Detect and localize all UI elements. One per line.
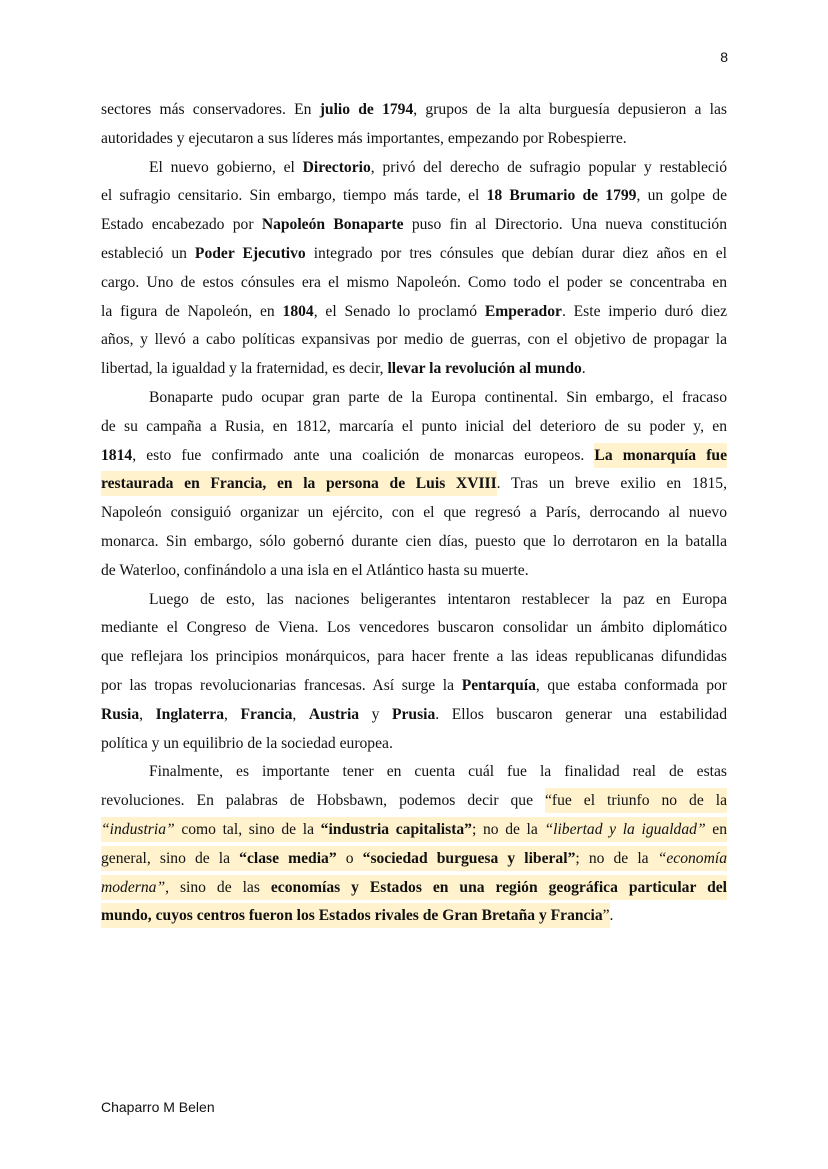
highlighted-text: en [706,817,727,842]
text-run: años, y llevó a cabo políticas expansivas por medio de guerras, con el objetivo de propagar la [101,331,727,349]
text-run: Bonaparte pudo ocupar gran parte de la Europa continental. Sin embargo, el fracaso [149,388,727,406]
paragraph [101,96,727,154]
text-run: , grupos de la alta burguesía depusieron a las [413,101,727,118]
text-line [101,240,727,269]
highlighted-text: ” [603,903,610,928]
text-run: . Este imperio duró diez [561,302,727,320]
highlighted-text: ; no de la [575,846,657,871]
text-line [101,355,727,384]
page-number: 8 [720,49,728,65]
text-line [101,442,727,471]
bold-text: julio de 1794 [319,101,414,118]
text-line [101,672,727,701]
text-run: Napoleón consiguió organizar un ejército, con el que regresó a París, derrocando al nuevo [101,504,727,522]
text-run: Luego de esto, las naciones beligerantes intentaron restablecer la paz en Europa [149,590,727,608]
highlighted-text: “libertad y la igualdad” [544,817,705,842]
highlighted-text: restaurada en Francia, en la persona de Luis XVIII [101,471,497,496]
highlighted-text: general, sino de la [101,846,239,871]
highlighted-text: “economía [658,846,727,871]
text-run: que reflejara los principios monárquicos, para hacer frente a las ideas republicanas difundidas [101,648,727,666]
page-footer: Chaparro M Belen [101,1099,215,1115]
bold-text: Napoleón Bonaparte [261,216,404,234]
highlighted-text: como tal, sino de la [175,817,321,842]
bold-text: Pentarquía [461,676,536,694]
bold-text: 1804 [282,302,314,320]
paragraph [101,384,727,586]
text-line [101,758,727,787]
text-line [101,730,727,759]
bold-text: Rusia [101,705,140,723]
text-line [101,845,727,874]
text-line [101,470,727,499]
text-run: , esto fue confirmado ante una coalición de monarcas europeos. [132,446,595,464]
bold-text: 18 Brumario de 1799 [486,187,637,205]
highlighted-text: economías y Estados en una región geográfica particular del [271,875,727,900]
text-run: por las tropas revolucionarias francesas. Así surge la [101,676,462,694]
bold-text: Prusia [391,705,436,723]
highlighted-text: o [337,846,363,871]
text-run: , privó del derecho de sufragio popular y restableció [370,158,727,176]
highlighted-text: moderna” [101,875,165,900]
text-line [101,384,727,413]
text-line [101,182,727,211]
text-line [101,557,727,586]
text-line [101,787,727,816]
text-line [101,701,727,730]
bold-text: Austria [308,705,360,723]
paragraph [101,758,727,931]
text-run: cargo. Uno de estos cónsules era el mismo Napoleón. Como todo el poder se concentraba en [101,273,727,291]
text-line [101,643,727,672]
text-line [101,269,727,298]
text-run: mediante el Congreso de Viena. Los vencedores buscaron consolidar un ámbito diplomático [101,619,727,637]
text-line [101,125,727,154]
text-run: , que estaba conformada por [535,676,727,694]
text-run: libertad, la igualdad y la fraternidad, es decir, [101,360,388,378]
text-run: autoridades y ejecutaron a sus líderes más importantes, empezando por Robespierre. [101,129,627,147]
text-run: , [139,705,156,723]
text-run: integrado por tres cónsules que debían durar diez años en el [305,244,727,262]
text-line [101,528,727,557]
text-run: estableció un [101,244,195,262]
highlighted-text: “fue el triunfo no de la [545,788,727,813]
paragraph [101,586,727,759]
highlighted-text: ; no de la [472,817,544,842]
text-run: , un golpe de [636,187,727,205]
bold-text: Directorio [302,158,371,176]
text-run: el sufragio censitario. Sin embargo, tiempo más tarde, el [101,187,487,205]
bold-text: 1814 [101,446,133,464]
text-run: , [224,705,241,723]
bold-text: Inglaterra [155,705,224,723]
text-run: de su campaña a Rusia, en 1812, marcaría el punto inicial del deterioro de su poder y, en [101,417,727,435]
text-line [101,816,727,845]
highlighted-text: “clase media” [239,846,336,871]
text-line [101,586,727,615]
document-body [101,96,727,931]
text-run: . Tras un breve exilio en 1815, [496,475,727,493]
text-run: , [292,705,309,723]
text-run: la figura de Napoleón, en [101,302,283,320]
text-run: El nuevo gobierno, el [149,158,303,176]
text-run: Finalmente, es importante tener en cuenta cuál fue la finalidad real de estas [149,763,727,781]
text-run: . [609,907,614,925]
text-run: y [359,705,392,723]
text-run: Estado encabezado por [101,216,262,234]
highlighted-text: “sociedad burguesa y liberal” [363,846,576,871]
text-line [101,298,727,327]
text-line [101,614,727,643]
text-run: monarca. Sin embargo, sólo gobernó durante cien días, puesto que lo derrotaron en la batalla [101,532,727,550]
paragraph [101,154,727,384]
text-run: de Waterloo, confinándolo a una isla en el Atlántico hasta su muerte. [101,561,529,579]
text-run: . [581,360,586,378]
highlighted-text: “industria capitalista” [321,817,472,842]
bold-text: Francia [240,705,293,723]
text-run: . Ellos buscaron generar una estabilidad [435,705,728,723]
text-line [101,211,727,240]
text-line [101,326,727,355]
bold-text: Poder Ejecutivo [194,244,306,262]
text-line [101,96,727,125]
text-run: puso fin al Directorio. Una nueva constitución [403,216,727,234]
highlighted-text: , sino de las [165,875,271,900]
text-line [101,154,727,183]
text-run: , el Senado lo proclamó [313,302,485,320]
text-run: política y un equilibrio de la sociedad europea. [101,734,393,752]
text-line [101,413,727,442]
text-line [101,874,727,903]
text-line [101,499,727,528]
text-run: revoluciones. En palabras de Hobsbawn, podemos decir que [101,792,545,810]
highlighted-text: mundo, cuyos centros fueron los Estados rivales de Gran Bretaña y Francia [101,903,603,928]
bold-text: Emperador [484,302,562,320]
highlighted-text: “industria” [101,817,175,842]
highlighted-text: La monarquía fue [594,443,727,468]
text-line [101,902,727,931]
text-run: sectores más conservadores. En [101,101,320,118]
bold-text: llevar la revolución al mundo [387,360,582,378]
